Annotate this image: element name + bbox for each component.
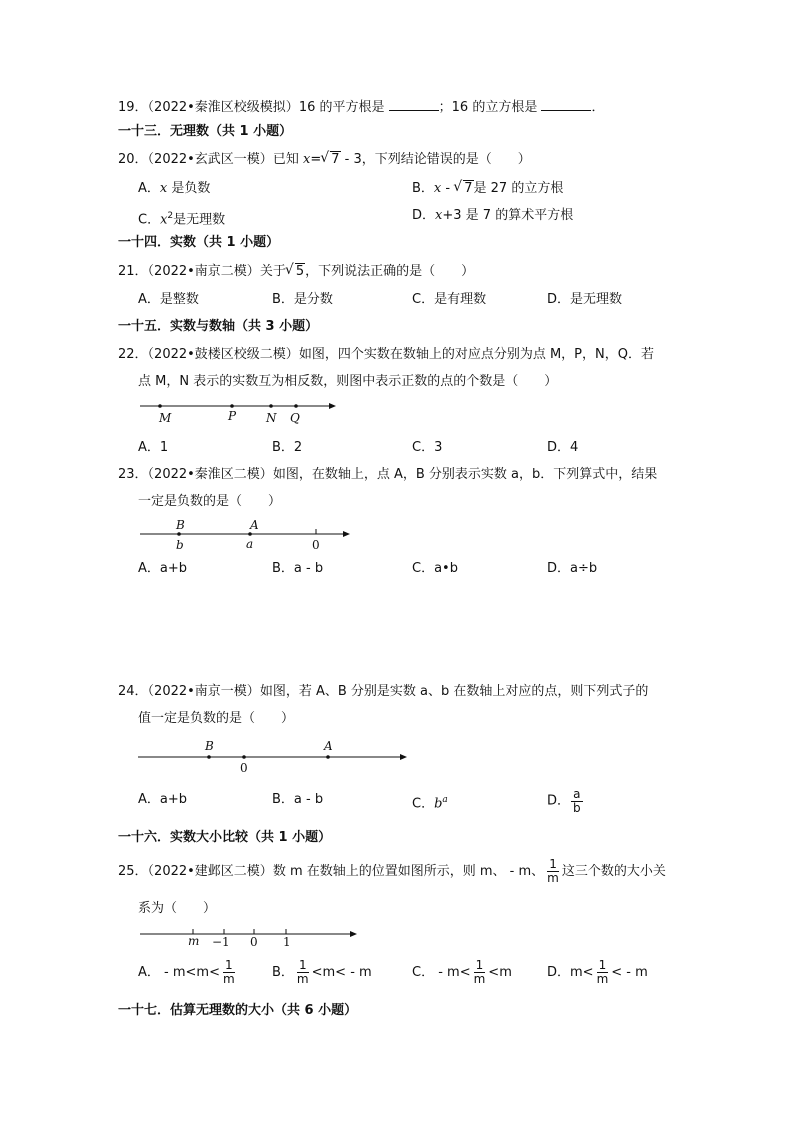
option-c[interactable]: C．$b^a$: [412, 795, 448, 812]
option-b[interactable]: B．是分数: [272, 292, 333, 307]
section-17-heading: 一十七．估算无理数的大小（共 6 小题）: [118, 1003, 358, 1018]
question-24: 24．（2022•南京一模）如图，若 A、B 分别是实数 a、b 在数轴上对应的点，则下列式子的: [118, 684, 649, 699]
point-label-B: B: [176, 518, 185, 532]
option-b[interactable]: B．a - b: [272, 561, 324, 576]
question-25-line2: 系为（ ）: [138, 901, 217, 916]
fraction: $\frac{a}{b}$: [573, 787, 581, 815]
point-label-M: M: [159, 411, 172, 425]
option-a[interactable]: A．1: [138, 440, 169, 455]
fraction: $\frac{1}{m}$: [547, 857, 559, 885]
origin-label: 0: [240, 761, 248, 775]
option-b[interactable]: B． $\frac{1}{m}$ <m< - m: [272, 958, 372, 986]
question-text: 已知: [272, 152, 299, 167]
question-22: 22．（2022•鼓楼区校级二模）如图，四个实数在数轴上的对应点分别为点 M，P，N，Q．若: [118, 347, 654, 362]
axis-label-one: 1: [283, 935, 291, 949]
point-label-P: P: [228, 409, 237, 423]
axis-label-m: m: [188, 934, 200, 948]
question-source: （2022•玄武区一模）: [147, 152, 273, 167]
option-d[interactable]: D．是无理数: [547, 292, 623, 307]
option-d[interactable]: D．m< $\frac{1}{m}$ < - m: [547, 958, 648, 986]
question-text: 16 的平方根是: [298, 100, 385, 115]
option-c[interactable]: C．3: [412, 440, 443, 455]
option-a[interactable]: A．x 是负数: [138, 181, 211, 196]
question-text: ．: [591, 100, 605, 115]
axis-label-zero: 0: [250, 935, 258, 949]
question-number: 20．: [118, 152, 148, 167]
option-a[interactable]: A．a+b: [138, 561, 188, 576]
value-label-b: b: [176, 538, 184, 552]
section-13-heading: 一十三．无理数（共 1 小题）: [118, 124, 293, 139]
math-op: =: [310, 152, 322, 167]
question-23: 23．（2022•秦淮区二模）如图，在数轴上，点 A，B 分别表示实数 a，b．下列算式中，结果: [118, 467, 658, 482]
question-24-line2: 值一定是负数的是（ ）: [138, 711, 295, 726]
option-b[interactable]: B．a - b: [272, 792, 324, 807]
question-22-line2: 点 M，N 表示的实数互为相反数，则图中表示正数的点的个数是（ ）: [138, 374, 558, 389]
point-label-B: B: [205, 739, 214, 753]
option-c[interactable]: C． - m< $\frac{1}{m}$ <m: [412, 958, 512, 986]
point-label-A: A: [250, 518, 259, 532]
point-label-Q: Q: [290, 411, 300, 425]
section-14-heading: 一十四．实数（共 1 小题）: [118, 235, 280, 250]
point-label-A: A: [324, 739, 333, 753]
question-25: 25．（2022•建邺区二模）数 m 在数轴上的位置如图所示，则 m、 - m、 $\frac{1}{m}$ 这三个数的大小关: [118, 857, 666, 885]
math-var: x: [302, 152, 311, 167]
section-15-heading: 一十五．实数与数轴（共 3 小题）: [118, 319, 319, 334]
option-b[interactable]: B．2: [272, 440, 303, 455]
radicand: 7: [331, 152, 340, 167]
question-23-line2: 一定是负数的是（ ）: [138, 494, 282, 509]
question-text: - 3，下列结论错误的是（ ）: [340, 152, 531, 167]
question-source: （2022•秦淮区校级模拟）: [147, 100, 299, 115]
option-b[interactable]: B．x - √ 7是 27 的立方根: [412, 181, 563, 197]
sqrt-symbol: √ 7: [454, 181, 473, 197]
option-a[interactable]: A．是整数: [138, 292, 199, 307]
option-d[interactable]: D．a÷b: [547, 561, 598, 576]
axis-label-neg1: −1: [212, 935, 230, 949]
point-label-N: N: [266, 411, 277, 425]
option-a[interactable]: A．a+b: [138, 792, 188, 807]
option-c[interactable]: C．是有理数: [412, 292, 487, 307]
question-number: 19．: [118, 100, 148, 115]
question-text: ；16 的立方根是: [438, 100, 538, 115]
option-c[interactable]: C．a•b: [412, 561, 458, 576]
option-d[interactable]: D． $\frac{a}{b}$: [547, 787, 581, 815]
question-21: 21．（2022•南京二模）关于√ 5，下列说法正确的是（ ）: [118, 264, 474, 280]
option-a[interactable]: A． - m<m< $\frac{1}{m}$: [138, 958, 235, 986]
sqrt-symbol: √ 5: [286, 264, 305, 280]
section-16-heading: 一十六．实数大小比较（共 1 小题）: [118, 830, 332, 845]
option-d[interactable]: D．x+3 是 7 的算术平方根: [412, 208, 574, 223]
option-d[interactable]: D．4: [547, 440, 579, 455]
option-c[interactable]: C．$x^2$是无理数: [138, 211, 226, 228]
origin-label: 0: [312, 538, 320, 552]
value-label-a: a: [246, 537, 254, 551]
